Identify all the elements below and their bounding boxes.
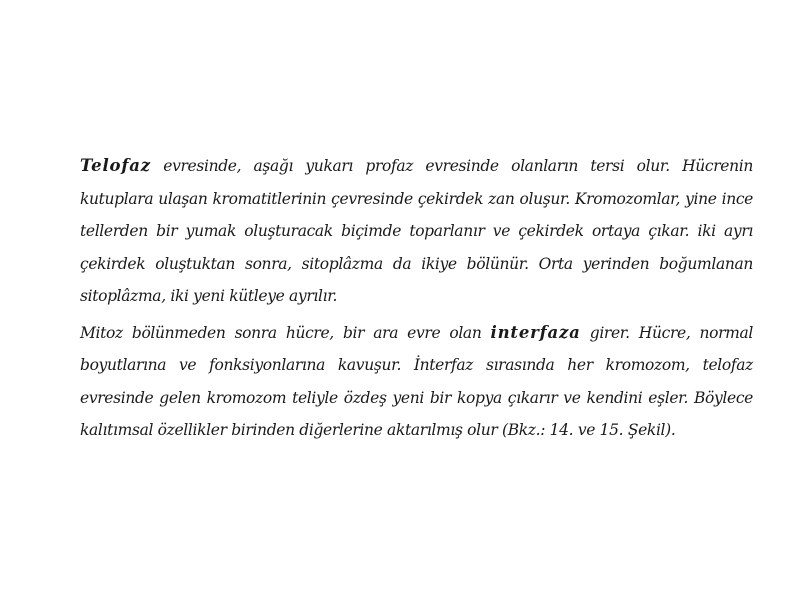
paragraph-interfaz: [80, 317, 753, 447]
paragraph-interfaz-before: Mitoz bölünmeden sonra hücre, bir ara evre olan: [80, 323, 491, 342]
term-interfaza: interfaza: [490, 322, 581, 342]
body-text: [80, 150, 753, 447]
paragraph-telofaz: [80, 150, 753, 313]
term-telofaz: Telofaz: [80, 156, 151, 175]
paragraph-telofaz-text: evresinde, aşağı yukarı profaz evresinde olanların tersi olur. Hücrenin kutuplara ulaşan kromatitlerinin çevresinde çekirdek zan oluşur. Kromozomlar, yine ince tellerden bir yumak oluşturacak biçimde toparlanır ve çekirdek ortaya çıkar. iki ayrı çekirdek oluştuktan sonra, sitoplâzma da ikiye bölünür. Orta yerinden boğumlanan sitoplâzma, iki yeni kütleye ayrılır.: [80, 157, 753, 305]
paragraph-interfaz-after: girer. Hücre, normal boyutlarına ve fonksiyonlarına kavuşur. İnterfaz sırasında her kromozom, telofaz evresinde gelen kromozom teliyle özdeş yeni bir kopya çıkarır ve kendini eşler. Böylece kalıtımsal özellikler birinden diğerlerine aktarılmış olur (Bkz.: 14. ve 15. Şekil).: [80, 323, 753, 439]
